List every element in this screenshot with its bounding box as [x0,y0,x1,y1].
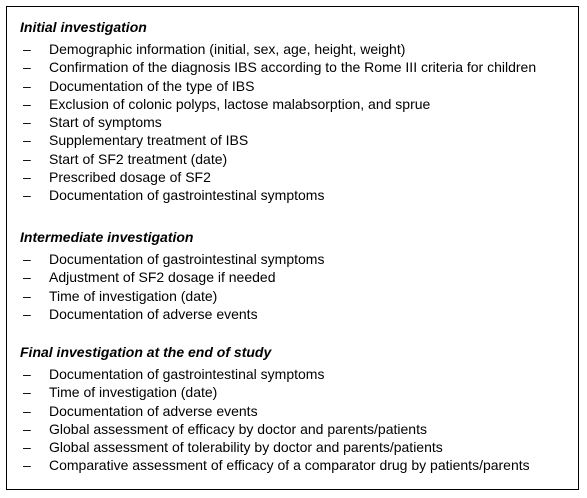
dash-bullet: – [23,169,31,186]
list-item [20,95,572,113]
section-heading: Intermediate investigation [20,229,194,245]
item-text: Documentation of gastrointestinal symptoms [49,187,325,204]
item-text: Time of investigation (date) [49,384,218,401]
item-list [20,250,572,323]
dash-bullet: – [23,251,31,267]
item-text: Documentation of adverse events [49,305,258,322]
dash-bullet: – [23,77,31,94]
list-item [20,365,572,383]
item-text: Start of symptoms [49,114,162,131]
item-text: Time of investigation (date) [49,287,218,304]
section-heading: Final investigation at the end of study [20,344,272,360]
dash-bullet: – [23,95,31,112]
item-list [20,365,572,475]
item-text: Documentation of gastrointestinal symptoms [49,366,325,382]
item-list [20,40,572,205]
list-item [20,305,572,323]
dash-bullet: – [23,420,31,437]
dash-bullet: – [23,439,31,456]
dash-bullet: – [23,287,31,304]
section-heading: Initial investigation [20,19,147,35]
item-text: Confirmation of the diagnosis IBS according to the Rome III criteria for children [49,59,537,76]
list-item [20,131,572,149]
list-item [20,438,572,456]
item-text: Start of SF2 treatment (date) [49,150,228,167]
item-text: Supplementary treatment of IBS [49,132,249,149]
item-text: Global assessment of tolerability by doctor and parents/patients [49,439,443,456]
dash-bullet: – [23,41,31,57]
document-frame [6,6,579,490]
item-text: Global assessment of efficacy by doctor and parents/patients [49,420,427,437]
dash-bullet: – [23,402,31,419]
list-item [20,250,572,268]
item-text: Documentation of gastrointestinal symptoms [49,251,325,267]
list-item [20,402,572,420]
list-item [20,420,572,438]
dash-bullet: – [23,187,31,204]
item-text: Exclusion of colonic polyps, lactose malabsorption, and sprue [49,95,431,112]
list-item [20,58,572,76]
list-item [20,113,572,131]
list-item [20,40,572,58]
dash-bullet: – [23,150,31,167]
list-item [20,383,572,401]
list-item [20,168,572,186]
section-intermediate-investigation [20,228,572,323]
list-item [20,186,572,204]
dash-bullet: – [23,384,31,401]
list-item [20,268,572,286]
dash-bullet: – [23,132,31,149]
list-item [20,456,572,474]
list-item [20,287,572,305]
dash-bullet: – [23,269,31,286]
item-text: Comparative assessment of efficacy of a comparator drug by patients/parents [49,457,530,474]
dash-bullet: – [23,366,31,382]
item-text: Demographic information (initial, sex, age, height, weight) [49,41,406,57]
item-text: Documentation of the type of IBS [49,77,255,94]
item-text: Documentation of adverse events [49,402,258,419]
dash-bullet: – [23,59,31,76]
section-initial-investigation [20,18,572,205]
dash-bullet: – [23,305,31,322]
dash-bullet: – [23,457,31,474]
list-item [20,150,572,168]
item-text: Adjustment of SF2 dosage if needed [49,269,276,286]
section-final-investigation [20,343,572,475]
item-text: Prescribed dosage of SF2 [49,169,211,186]
list-item [20,77,572,95]
dash-bullet: – [23,114,31,131]
